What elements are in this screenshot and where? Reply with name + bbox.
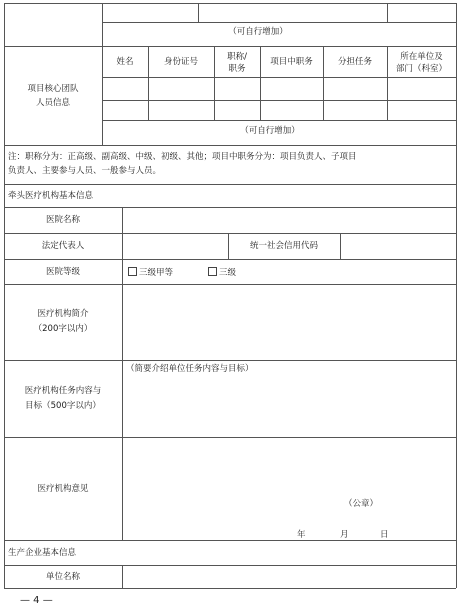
header-project-role: 项目中职务: [270, 57, 313, 67]
header-title-line-2: 职务: [228, 64, 246, 75]
date-month: 月: [340, 530, 349, 540]
hospital-level-label: 医院等级: [45, 267, 80, 277]
note-line-2: 负责人、主要参与人员、一般参与人员。: [8, 165, 162, 176]
level-option-1-text: 三级甲等: [139, 268, 174, 278]
task-label-line-2: 目标（500字以内）: [25, 400, 101, 411]
lead-hospital-section-title: 牵头医疗机构基本信息: [8, 191, 94, 201]
page-number: — 4 —: [20, 595, 53, 606]
opinion-label: 医疗机构意见: [37, 484, 89, 494]
header-title: [214, 51, 260, 76]
hospital-name-label: 医院名称: [45, 215, 80, 225]
header-name: 姓名: [116, 57, 134, 67]
enterprise-section-title: 生产企业基本信息: [8, 548, 77, 558]
add-more-label: （可自行增加）: [228, 27, 288, 37]
checkbox-icon[interactable]: [128, 267, 137, 276]
seal-label: （公章）: [344, 499, 379, 509]
date-year: 年: [297, 530, 306, 540]
header-dept-line-2: 部门（科室）: [395, 64, 447, 75]
header-id-card: 身份证号: [163, 57, 198, 67]
team-label-line-1: 项目核心团队: [27, 84, 79, 94]
level-option-grade-a[interactable]: [128, 267, 173, 279]
date-day: 日: [380, 530, 389, 540]
unit-name-label: 单位名称: [45, 572, 80, 582]
note-text: [8, 151, 454, 178]
header-dept: [387, 51, 456, 76]
level-option-grade-3[interactable]: [208, 267, 236, 279]
intro-label-line-1: 医疗机构简介: [37, 309, 89, 319]
intro-label: [4, 307, 122, 337]
task-label: [4, 384, 122, 414]
note-line-1: 注：职称分为：正高级、副高级、中级、初级、其他；项目中职务分为：项目负责人、子项目: [8, 152, 357, 162]
add-more-label-2: （可自行增加）: [240, 126, 300, 136]
task-hint: （简要介绍单位任务内容与目标）: [126, 364, 254, 374]
level-option-2-text: 三级: [219, 268, 237, 278]
intro-label-line-2: （200字以内）: [33, 323, 93, 334]
task-label-line-1: 医疗机构任务内容与: [24, 386, 102, 396]
team-section-label: [4, 83, 102, 110]
header-dept-line-1: 所在单位及: [400, 52, 443, 62]
legal-rep-label: 法定代表人: [41, 241, 85, 251]
checkbox-icon[interactable]: [208, 267, 217, 276]
header-title-line-1: 职称/: [227, 52, 247, 62]
credit-code-label: 统一社会信用代码: [249, 241, 318, 251]
header-task: 分担任务: [337, 57, 372, 67]
team-label-line-2: 人员信息: [35, 97, 70, 108]
